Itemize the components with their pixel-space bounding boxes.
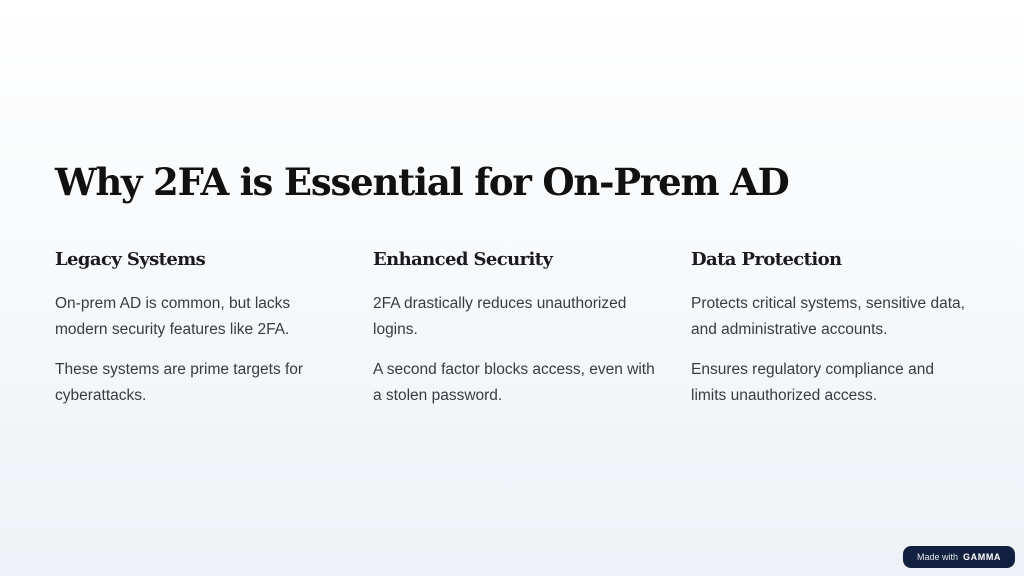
column-legacy-systems: [55, 245, 373, 423]
column-enhanced-security: [373, 245, 691, 423]
column-heading: Data Protection: [691, 249, 842, 270]
column-data-protection: [691, 245, 975, 423]
column-paragraph: On-prem AD is common, but lacks modern security features like 2FA.: [55, 295, 291, 338]
column-heading: Legacy Systems: [55, 249, 206, 270]
column-heading: Enhanced Security: [373, 249, 553, 270]
content-columns: [55, 245, 975, 423]
column-paragraph: 2FA drastically reduces unauthorized logins.: [373, 295, 627, 338]
column-paragraph: Ensures regulatory compliance and limits unauthorized access.: [691, 361, 934, 404]
gamma-logo: GAMMA: [963, 552, 1002, 562]
column-paragraph: A second factor blocks access, even with a stolen password.: [373, 361, 655, 404]
made-with-gamma-badge[interactable]: [903, 546, 1015, 568]
made-with-label: Made with: [916, 552, 959, 562]
slide-title: Why 2FA is Essential for On-Prem AD: [55, 160, 789, 204]
column-paragraph: These systems are prime targets for cyberattacks.: [55, 361, 304, 404]
column-paragraph: Protects critical systems, sensitive data, and administrative accounts.: [691, 295, 965, 338]
